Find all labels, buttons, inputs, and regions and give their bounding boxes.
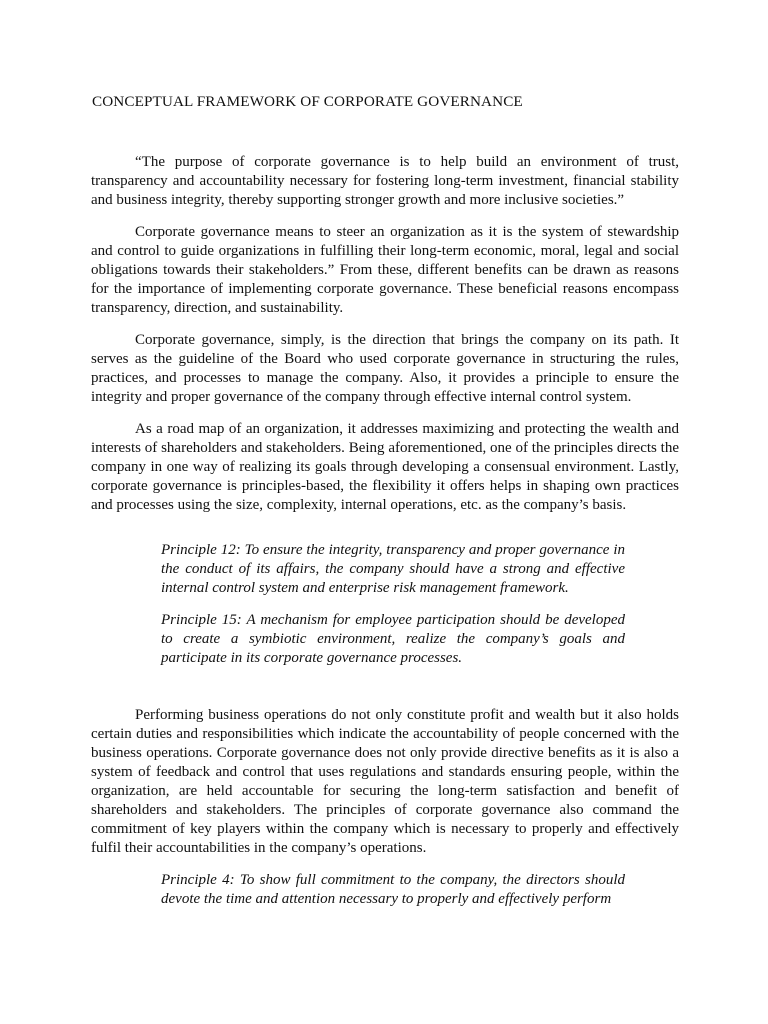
principle-12: Principle 12: To ensure the integrity, transparency and proper governance in the conduct of its affairs, the company should have a strong and effective internal control system and enterprise risk management framework.	[161, 542, 625, 596]
principles-block-1	[161, 541, 625, 681]
body-section-top	[91, 153, 679, 528]
paragraph-business-operations: Performing business operations do not only constitute profit and wealth but it also holds certain duties and responsibilities which indicate the accountability of people concerned with the business operations. Corporate governance does not only provide directive benefits as it is also a system of feedback and control that uses regulations and standards ensuring people, within the organization, are held accountable for securing the long-term satisfaction and benefit of shareholders and stakeholders. The principles of corporate governance also command the commitment of key players within the company which is necessary to properly and effectively fulfil their accountabilities in the company’s operations.	[91, 707, 679, 856]
body-section-bottom	[91, 706, 679, 871]
paragraph-road-map: As a road map of an organization, it addresses maximizing and protecting the wealth and interests of shareholders and stakeholders. Being aforementioned, one of the principles directs the company in one way of realizing its goals through developing a consensual environment. Lastly, corporate governance is principles-based, the flexibility it offers helps in shaping own practices and processes using the size, complexity, internal operations, etc. as the company’s basis.	[91, 421, 679, 513]
principle-15: Principle 15: A mechanism for employee participation should be developed to create a symbiotic environment, realize the company’s goals and participate in its corporate governance processes.	[161, 612, 625, 666]
principles-block-2	[161, 871, 625, 922]
paragraph-purpose-quote: “The purpose of corporate governance is to help build an environment of trust, transparency and accountability necessary for fostering long-term investment, financial stability and business integrity, thereby supporting stronger growth and more inclusive societies.”	[91, 154, 679, 208]
paragraph-definition: Corporate governance means to steer an organization as it is the system of stewardship and control to guide organizations in fulfilling their long-term economic, moral, legal and social obligations towards their stakeholders.” From these, different benefits can be drawn as reasons for the importance of implementing corporate governance. These beneficial reasons encompass transparency, direction, and sustainability.	[91, 224, 679, 316]
document-title: CONCEPTUAL FRAMEWORK OF CORPORATE GOVERNANCE	[92, 93, 523, 110]
paragraph-direction: Corporate governance, simply, is the direction that brings the company on its path. It serves as the guideline of the Board who used corporate governance in structuring the rules, practices, and processes to manage the company. Also, it provides a principle to ensure the integrity and proper governance of the company through effective internal control system.	[91, 332, 679, 405]
principle-4: Principle 4: To show full commitment to the company, the directors should devote the time and attention necessary to properly and effectively perform	[161, 872, 625, 907]
